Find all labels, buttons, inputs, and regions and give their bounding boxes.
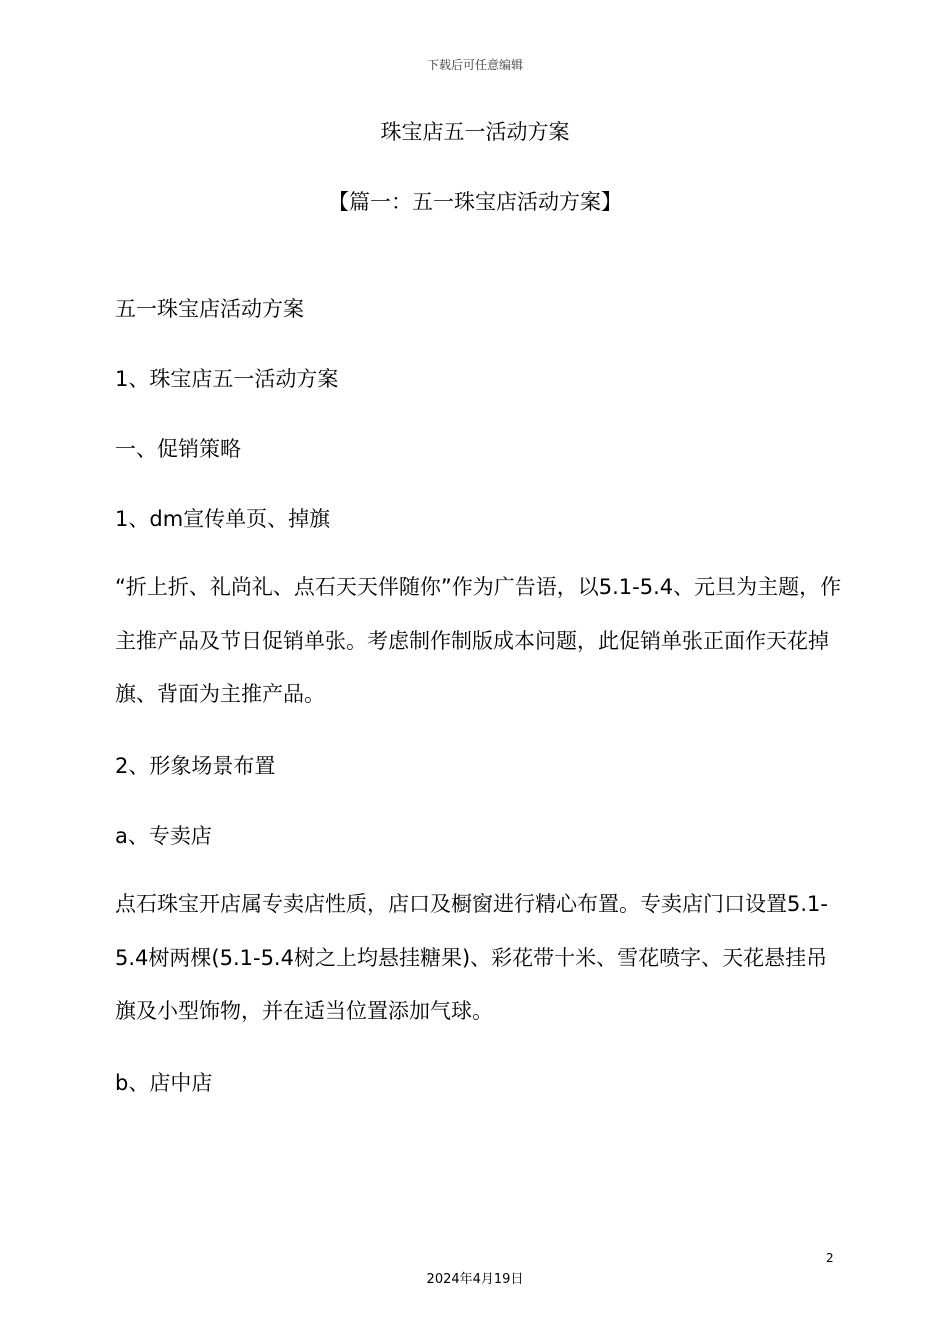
heading-store-in-store: b、店中店 [115, 1071, 213, 1095]
heading-scene-layout: 2、形象场景布置 [115, 754, 276, 778]
heading-promotion-strategy: 一、促销策略 [115, 437, 241, 461]
paragraph-store-decoration: 点石珠宝开店属专卖店性质，店口及橱窗进行精心布置。专卖店门口设置5.1-5.4树两棵(5.1-5.4树之上均悬挂糖果)、彩花带十米、雪花喷字、天花悬挂吊旗及小型饰物，并在适当位置添加气球。 [115, 892, 828, 1023]
footer-date: 2024年4月19日 [426, 1272, 524, 1287]
document-title: 珠宝店五一活动方案 [380, 120, 570, 144]
page-number: 2 [826, 1251, 834, 1265]
header-note: 下载后可任意编辑 [426, 58, 523, 72]
heading-specialty-store: a、专卖店 [115, 824, 212, 848]
document-subtitle: 【篇一：五一珠宝店活动方案】 [328, 190, 622, 214]
heading-dm-flyer: 1、dm宣传单页、掉旗 [115, 507, 331, 531]
heading-section-1: 1、珠宝店五一活动方案 [115, 367, 339, 391]
heading-plan: 五一珠宝店活动方案 [115, 297, 304, 321]
paragraph-slogan: “折上折、礼尚礼、点石天天伴随你”作为广告语，以5.1-5.4、元旦为主题，作主推产品及节日促销单张。考虑制作制版成本问题，此促销单张正面作天花掉旗、背面为主推产品。 [115, 575, 842, 706]
